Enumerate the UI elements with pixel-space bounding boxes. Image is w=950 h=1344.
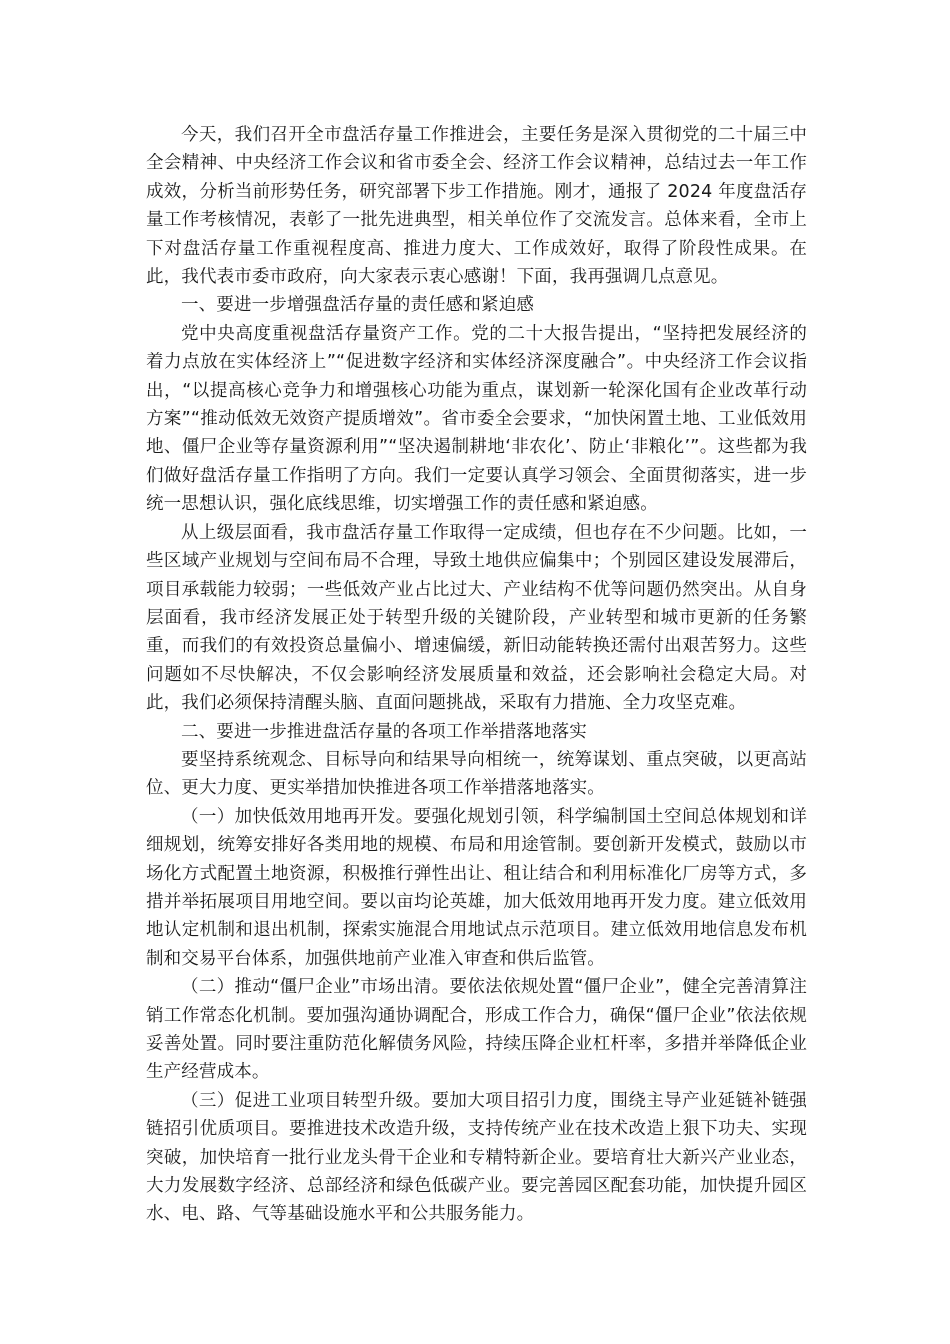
- paragraph-systemic-approach: 要坚持系统观念、目标导向和结果导向相统一，统筹谋划、重点突破，以更高站位、更大力度、更实举措加快推进各项工作举措落地落实。: [146, 749, 807, 799]
- section-heading-1: 一、要进一步增强盘活存量的责任感和紧迫感: [181, 295, 534, 316]
- paragraph-item-2: （二）推动“僵尸企业”市场出清。要依法依规处置“僵尸企业”，健全完善清算注销工作常态化机制。要加强沟通协调配合，形成工作合力，确保“僵尸企业”依法依规妥善处置。同时要注重防范化解债务风险，持续压降企业杠杆率，多措并举降低企业生产经营成本。: [146, 977, 807, 1083]
- paragraph-central-requirements: 党中央高度重视盘活存量资产工作。党的二十大报告提出，“坚持把发展经济的着力点放在实体经济上”“促进数字经济和实体经济深度融合”。中央经济工作会议指出，“以提高核心竞争力和增强核心功能为重点，谋划新一轮深化国有企业改革行动方案”“推动低效无效资产提质增效”。省市委全会要求，“加快闲置土地、工业低效用地、僵尸企业等存量资源利用”“坚决遏制耕地‘非农化’、防止‘非粮化’”。这些都为我们做好盘活存量工作指明了方向。我们一定要认真学习领会、全面贯彻落实，进一步统一思想认识，强化底线思维，切实增强工作的责任感和紧迫感。: [146, 323, 807, 515]
- section-heading-2: 二、要进一步推进盘活存量的各项工作举措落地落实: [181, 721, 587, 742]
- document-body: [146, 121, 807, 1229]
- paragraph-item-1: （一）加快低效用地再开发。要强化规划引领，科学编制国土空间总体规划和详细规划，统筹安排好各类用地的规模、布局和用途管制。要创新开发模式，鼓励以市场化方式配置土地资源，积极推行弹性出让、租让结合和利用标准化厂房等方式，多措并举拓展项目用地空间。要以亩均论英雄，加大低效用地再开发力度。建立低效用地认定机制和退出机制，探索实施混合用地试点示范项目。建立低效用地信息发布机制和交易平台体系，加强供地前产业准入审查和供后监管。: [146, 806, 807, 969]
- paragraph-problems: 从上级层面看，我市盘活存量工作取得一定成绩，但也存在不少问题。比如，一些区域产业规划与空间布局不合理，导致土地供应偏集中；个别园区建设发展滞后，项目承载能力较弱；一些低效产业占比过大、产业结构不优等问题仍然突出。从自身层面看，我市经济发展正处于转型升级的关键阶段，产业转型和城市更新的任务繁重，而我们的有效投资总量偏小、增速偏缓，新旧动能转换还需付出艰苦努力。这些问题如不尽快解决，不仅会影响经济发展质量和效益，还会影响社会稳定大局。对此，我们必须保持清醒头脑、直面问题挑战，采取有力措施、全力攻坚克难。: [146, 522, 807, 714]
- paragraph-intro: 今天，我们召开全市盘活存量工作推进会，主要任务是深入贯彻党的二十届三中全会精神、中央经济工作会议和省市委全会、经济工作会议精神，总结过去一年工作成效，分析当前形势任务，研究部署下步工作措施。刚才，通报了 2024 年度盘活存量工作考核情况，表彰了一批先进典型，相关单位作了交流发言。总体来看，全市上下对盘活存量工作重视程度高、推进力度大、工作成效好，取得了阶段性成果。在此，我代表市委市政府，向大家表示衷心感谢！下面，我再强调几点意见。: [146, 125, 807, 288]
- paragraph-item-3: （三）促进工业项目转型升级。要加大项目招引力度，围绕主导产业延链补链强链招引优质项目。要推进技术改造升级，支持传统产业在技术改造上狠下功夫、实现突破，加快培育一批行业龙头骨干企业和专精特新企业。要培育壮大新兴产业业态，大力发展数字经济、总部经济和绿色低碳产业。要完善园区配套功能，加快提升园区水、电、路、气等基础设施水平和公共服务能力。: [146, 1090, 807, 1225]
